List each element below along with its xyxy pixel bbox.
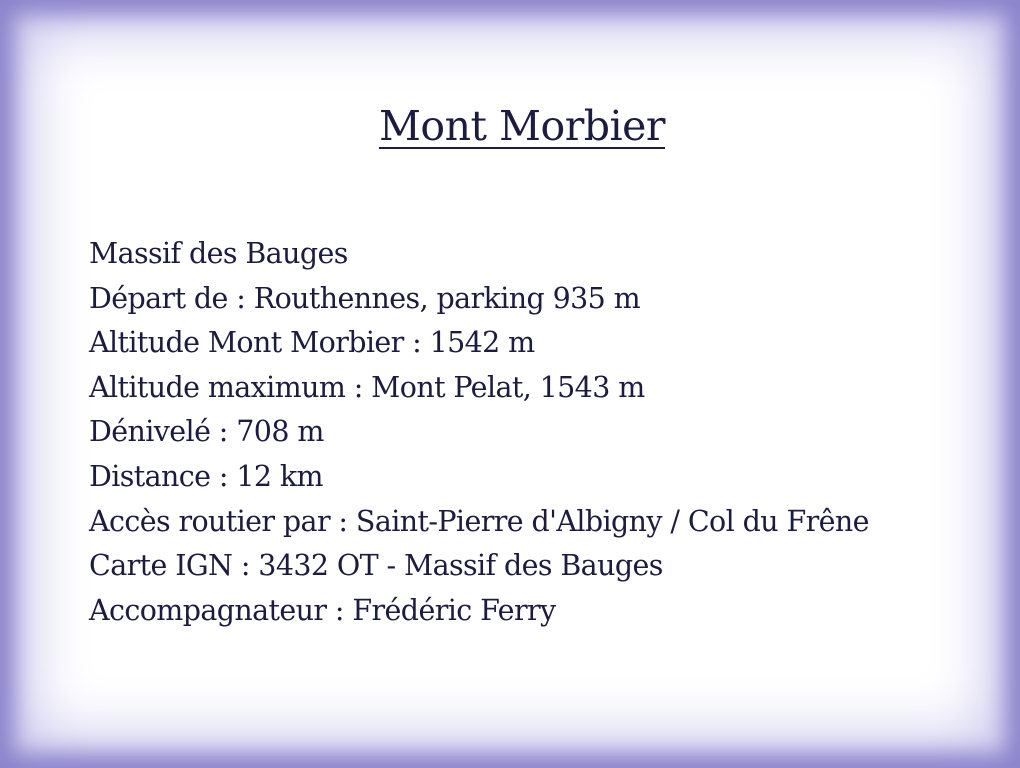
slide-title: Mont Morbier	[378, 102, 666, 150]
info-line-denivele: Dénivelé : 708 m	[89, 415, 324, 449]
info-line-altitude-summit: Altitude Mont Morbier : 1542 m	[89, 326, 535, 360]
info-line-accompagnateur: Accompagnateur : Frédéric Ferry	[89, 593, 556, 627]
info-line-depart: Départ de : Routhennes, parking 935 m	[89, 281, 641, 315]
info-line-massif: Massif des Bauges	[89, 237, 348, 270]
info-line-carte: Carte IGN : 3432 OT - Massif des Bauges	[89, 549, 663, 583]
info-line-altitude-max: Altitude maximum : Mont Pelat, 1543 m	[89, 370, 645, 404]
hike-info-list	[89, 232, 989, 633]
info-line-distance: Distance : 12 km	[89, 459, 323, 493]
info-line-acces: Accès routier par : Saint-Pierre d'Albigny / Col du Frêne	[89, 504, 869, 538]
